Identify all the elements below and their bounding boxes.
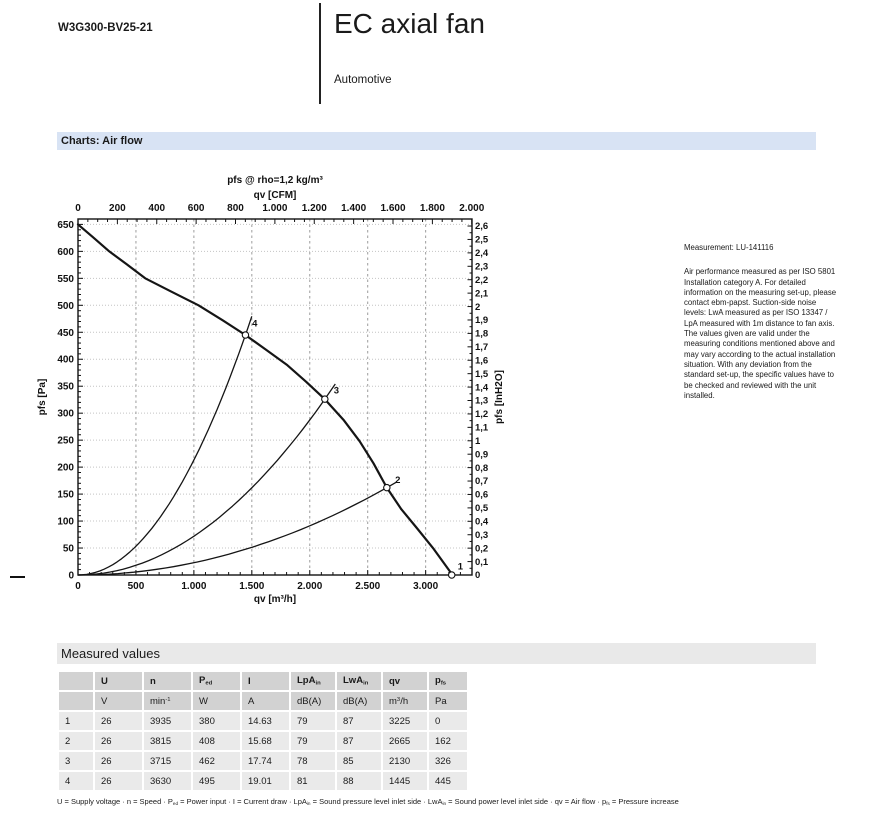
axis-tick-label: 2.500: [355, 581, 381, 592]
axis-tick-label: 200: [57, 462, 74, 474]
table-header-cell: [429, 672, 467, 690]
table-cell: 2130: [383, 752, 427, 770]
table-cell: 26: [95, 772, 142, 790]
table-cell: 17.74: [242, 752, 289, 770]
table-row: [59, 772, 467, 790]
text-segment: = Power input · I = Current draw · LpA: [178, 797, 307, 806]
table-header-cell: [291, 672, 335, 690]
axis-tick-label: 800: [227, 203, 244, 214]
axis-tick-label: 1,9: [475, 315, 489, 327]
table-row: [59, 732, 467, 750]
axis-tick-label: 1,5: [475, 368, 489, 380]
table-cell: 26: [95, 712, 142, 730]
text-segment: LwA: [343, 675, 364, 687]
text-segment: min: [150, 695, 166, 707]
system-curve-4: [78, 316, 252, 575]
axis-tick-label: 0,4: [475, 516, 489, 528]
text-segment: U: [101, 675, 108, 687]
text-segment: Pa: [435, 695, 447, 707]
table-header-cell: [337, 672, 381, 690]
axis-tick-label: 0,1: [475, 556, 489, 568]
text-segment: p: [435, 675, 441, 687]
axis-tick-label: 600: [187, 203, 205, 214]
axis-tick-label: 100: [57, 516, 74, 528]
table-header-cell: [291, 692, 335, 710]
measurement-note: [684, 243, 840, 401]
table-cell: 408: [193, 732, 240, 750]
axis-tick-label: 2: [475, 301, 481, 313]
axis-tick-label: 50: [62, 543, 74, 555]
axis-tick-label: 1,8: [475, 328, 489, 340]
axis-tick-label: 500: [127, 581, 145, 592]
table-cell: 85: [337, 752, 381, 770]
airflow-chart: [8, 163, 533, 638]
table-cell: 87: [337, 732, 381, 750]
system-curve-3: [78, 384, 335, 575]
text-segment: U = Supply voltage · n = Speed · P: [57, 797, 173, 806]
axis-tick-label: 1.500: [239, 581, 265, 592]
table-cell: 14.63: [242, 712, 289, 730]
text-segment: n: [150, 675, 156, 687]
axis-tick-label: 0: [75, 203, 81, 214]
table-cell: 81: [291, 772, 335, 790]
axis-tick-label: 0,7: [475, 476, 489, 488]
axis-tick-label: 250: [57, 435, 74, 447]
axis-tick-label: 0: [75, 581, 81, 592]
text-segment: in: [363, 680, 369, 687]
axis-tick-label: 0,8: [475, 462, 489, 474]
text-segment: I: [248, 675, 251, 687]
text-segment: 3: [396, 696, 401, 703]
table-row: [59, 752, 467, 770]
table-cell: 26: [95, 732, 142, 750]
right-axis-title: pfs [InH2O]: [494, 370, 505, 424]
axis-tick-label: 1.000: [181, 581, 207, 592]
axis-tick-label: 0: [68, 570, 74, 582]
section-header-charts: Charts: Air flow: [57, 132, 816, 150]
legend-footnote: [57, 797, 857, 806]
table-header-cell: [429, 692, 467, 710]
section-header-measured-values: Measured values: [57, 643, 816, 664]
axis-tick-label: 650: [57, 219, 74, 231]
axis-tick-label: 0,5: [475, 503, 489, 515]
axis-tick-label: 2,3: [475, 261, 489, 273]
table-header-cell: [242, 692, 289, 710]
measurement-id: Measurement: LU-141116: [684, 243, 774, 252]
axis-tick-label: 1.000: [262, 203, 288, 214]
table-cell: 15.68: [242, 732, 289, 750]
text-segment: in: [306, 801, 311, 807]
text-segment: dB(A): [343, 695, 368, 707]
axis-tick-label: 500: [57, 300, 74, 312]
axis-tick-label: 1,6: [475, 355, 489, 367]
axis-tick-label: 2.000: [459, 203, 485, 214]
text-segment: W: [199, 695, 208, 707]
axis-tick-label: 150: [57, 489, 74, 501]
axis-tick-label: 450: [57, 327, 74, 339]
table-cell: 2665: [383, 732, 427, 750]
text-segment: m: [389, 695, 397, 707]
axis-tick-label: 1.600: [380, 203, 406, 214]
axis-tick-label: 1,1: [475, 422, 489, 434]
operating-point-marker-4: [242, 332, 248, 338]
table-cell: 79: [291, 732, 335, 750]
axis-tick-label: 350: [57, 381, 74, 393]
table-header-cell: [193, 672, 240, 690]
axis-tick-label: 0,9: [475, 449, 489, 461]
axis-tick-label: 300: [57, 408, 74, 420]
bottom-axis-title: qv [m³/h]: [253, 594, 297, 605]
axis-tick-label: 0: [475, 570, 481, 582]
table-header-cell: [144, 692, 191, 710]
table-header-cell: [59, 692, 93, 710]
axis-tick-label: 2,4: [475, 248, 489, 260]
operating-point-label-1: 1: [457, 561, 464, 573]
text-segment: fs: [440, 680, 447, 687]
table-row: [59, 712, 467, 730]
operating-point-marker-1: [449, 572, 455, 578]
measured-values-table: [57, 670, 469, 792]
table-cell: 1: [59, 712, 93, 730]
table-cell: 87: [337, 712, 381, 730]
table-cell: 1445: [383, 772, 427, 790]
operating-point-marker-2: [384, 484, 390, 490]
chart-title: pfs @ rho=1,2 kg/m³: [227, 175, 323, 186]
axis-tick-label: 1.400: [341, 203, 367, 214]
product-subtitle: Automotive: [334, 74, 392, 86]
table-header-cell: [193, 692, 240, 710]
axis-tick-label: 400: [148, 203, 166, 214]
text-segment: V: [101, 695, 108, 707]
table-cell: 3: [59, 752, 93, 770]
table-header-cell: [95, 692, 142, 710]
axis-tick-label: 2.000: [297, 581, 323, 592]
text-segment: ed: [205, 680, 213, 687]
axis-tick-label: 0,6: [475, 489, 489, 501]
axis-tick-label: 2,6: [475, 221, 489, 233]
page-title: EC axial fan: [334, 8, 485, 39]
axis-tick-label: 1,2: [475, 409, 489, 421]
axis-tick-label: 600: [57, 246, 74, 258]
table-cell: 19.01: [242, 772, 289, 790]
text-segment: LpA: [297, 675, 316, 687]
table-header-cell: [59, 672, 93, 690]
measurement-note-body: Air performance measured as per ISO 5801 Installation category A. For detailed information on the measuring set-up, please contact ebm-papst. Suction-side noise levels: LwA measured as per ISO 13347 / LpA measured with 1m distance to fan axis. The values given are valid under the measuring conditions mentioned above and may vary according to the actual installation situation. With any deviation from the standard set-up, the specific values have to be checked and reviewed with the unit installed.: [684, 267, 837, 400]
operating-point-marker-3: [322, 396, 328, 402]
axis-tick-label: 1,7: [475, 342, 489, 354]
axis-tick-label: 1,4: [475, 382, 489, 394]
table-cell: 79: [291, 712, 335, 730]
operating-point-label-3: 3: [333, 385, 340, 397]
table-units-row: [59, 692, 467, 710]
text-segment: ed: [172, 801, 179, 807]
table-cell: 162: [429, 732, 467, 750]
axis-tick-label: 2,2: [475, 274, 489, 286]
axis-tick-label: 1.200: [301, 203, 327, 214]
text-segment: fs: [606, 801, 610, 807]
top-axis-title: qv [CFM]: [253, 190, 297, 201]
axis-tick-label: 2,5: [475, 234, 489, 246]
text-segment: in: [315, 680, 321, 687]
text-segment: = Pressure increase: [609, 797, 679, 806]
table-cell: 3715: [144, 752, 191, 770]
axis-tick-label: 1.800: [419, 203, 445, 214]
table-cell: 78: [291, 752, 335, 770]
table-cell: 380: [193, 712, 240, 730]
axis-tick-label: 3.000: [413, 581, 439, 592]
table-header-cell: [337, 692, 381, 710]
axis-tick-label: 200: [109, 203, 126, 214]
table-cell: 3935: [144, 712, 191, 730]
text-segment: dB(A): [297, 695, 322, 707]
text-segment: in: [442, 801, 447, 807]
text-segment: qv: [389, 675, 401, 687]
axis-tick-label: 1: [475, 435, 481, 447]
print-crop-mark: [10, 576, 25, 578]
text-segment: A: [248, 695, 255, 707]
table-cell: 3630: [144, 772, 191, 790]
table-header-cell: [144, 672, 191, 690]
table-cell: 88: [337, 772, 381, 790]
axis-tick-label: 400: [57, 354, 74, 366]
operating-point-label-2: 2: [395, 475, 401, 487]
table-cell: 326: [429, 752, 467, 770]
axis-tick-label: 2,1: [475, 288, 489, 300]
axis-tick-label: 1,3: [475, 395, 489, 407]
system-curve-2: [78, 482, 396, 575]
table-cell: 495: [193, 772, 240, 790]
text-segment: /h: [400, 695, 409, 707]
text-segment: -1: [165, 696, 171, 703]
text-segment: = Sound power level inlet side · qv = Air flow · p: [446, 797, 607, 806]
axis-tick-label: 0,3: [475, 529, 489, 541]
table-cell: 2: [59, 732, 93, 750]
table-header-cell: [242, 672, 289, 690]
text-segment: P: [199, 675, 206, 687]
table-header-cell: [95, 672, 142, 690]
axis-tick-label: 550: [57, 273, 74, 285]
table-cell: 462: [193, 752, 240, 770]
table-header-cell: [383, 692, 427, 710]
table-header-row: [59, 672, 467, 690]
table-cell: 4: [59, 772, 93, 790]
axis-tick-label: 0,2: [475, 543, 489, 555]
part-number: W3G300-BV25-21: [58, 22, 153, 34]
table-cell: 3815: [144, 732, 191, 750]
operating-point-label-4: 4: [252, 318, 258, 330]
text-segment: = Sound pressure level inlet side · LwA: [310, 797, 443, 806]
table-header-cell: [383, 672, 427, 690]
table-cell: 26: [95, 752, 142, 770]
table-cell: 3225: [383, 712, 427, 730]
left-axis-title: pfs [Pa]: [37, 378, 48, 416]
table-cell: 445: [429, 772, 467, 790]
header-divider: [319, 3, 321, 104]
table-cell: 0: [429, 712, 467, 730]
